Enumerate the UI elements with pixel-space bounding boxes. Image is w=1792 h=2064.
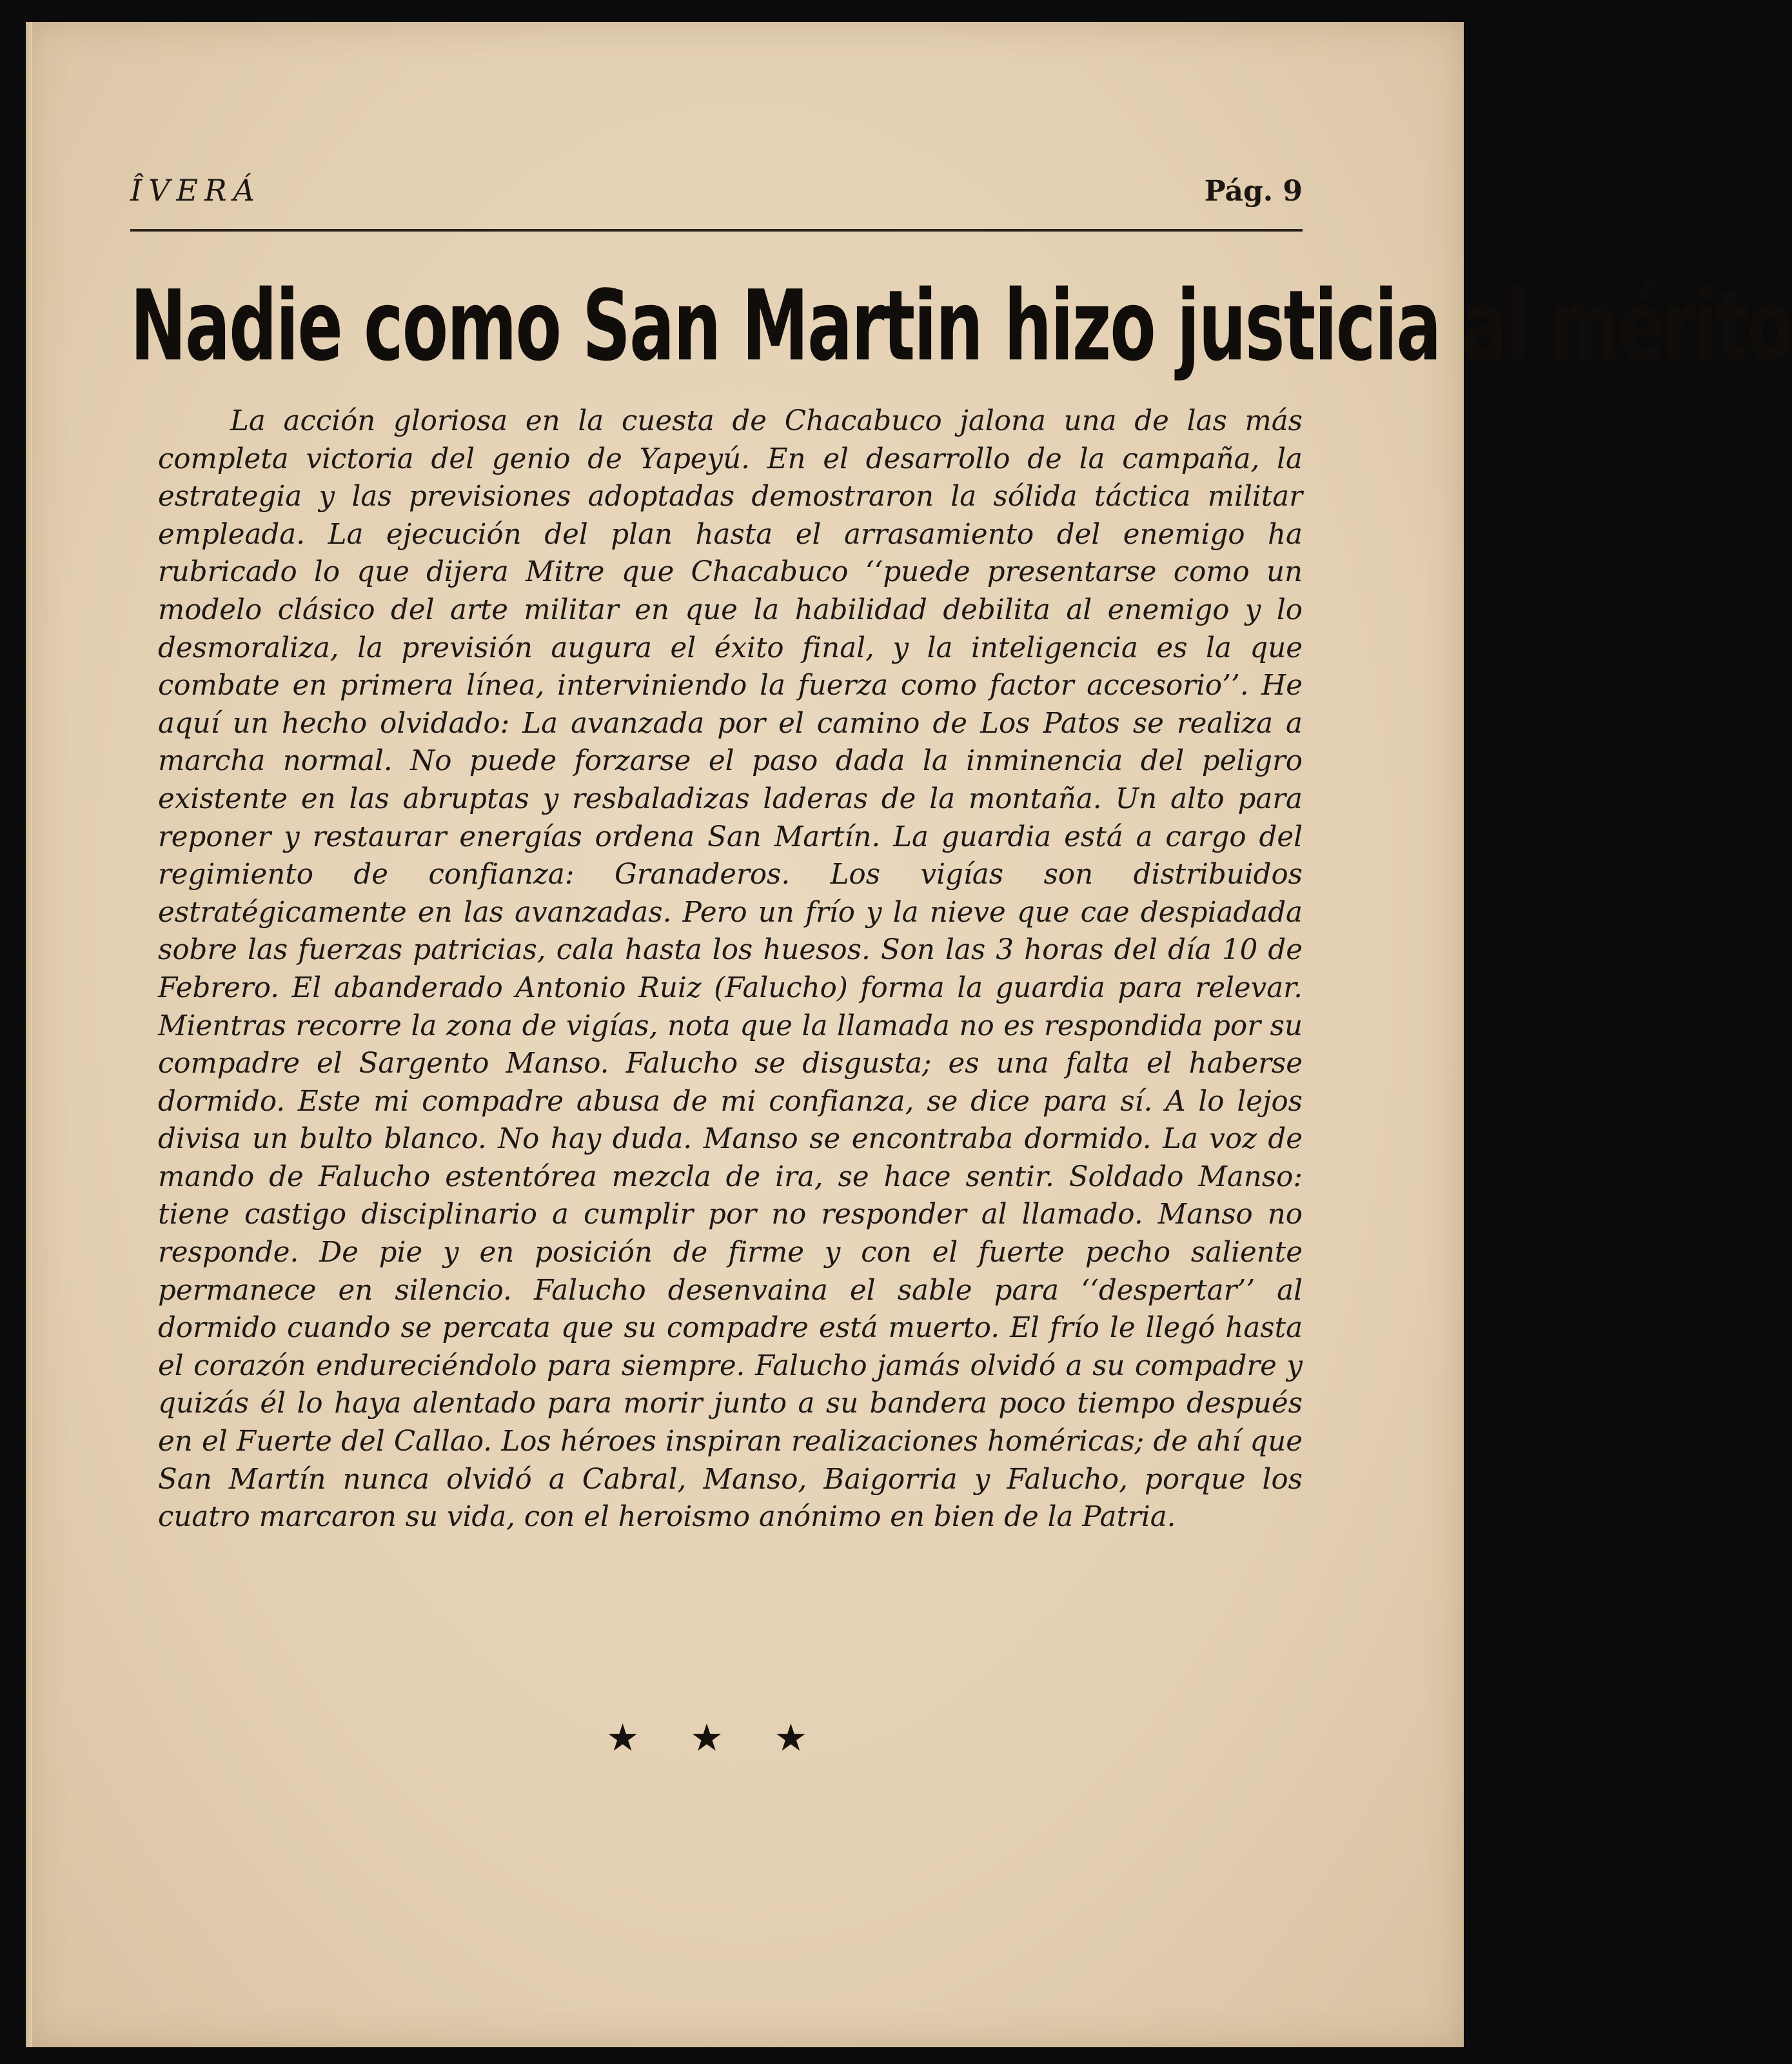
journal-name: ÎVERÁ <box>130 173 261 208</box>
section-ornament: ★ ★ ★ <box>606 1716 827 1760</box>
page-binding-edge <box>26 22 32 2047</box>
article-title: Nadie como San Martin hizo justicia al mérito <box>130 268 1792 383</box>
running-header <box>130 156 1303 214</box>
page-number: Pág. 9 <box>1204 175 1303 208</box>
header-rule <box>130 229 1303 232</box>
article-body: La acción gloriosa en la cuesta de Chacabuco jalona una de las más completa victoria del genio de Yapeyú. En el desarrollo de la campaña, la estrategia y las previsiones adoptadas demostraron la sólida táctica militar empleada. La ejecución del plan hasta el arrasamiento del enemigo ha rubricado lo que dijera Mitre que Chacabuco ‘‘puede presentarse como un modelo clásico del arte militar en que la habilidad debilita al enemigo y lo desmoraliza, la previsión augura el éxito final, y la inteligencia es la que combate en primera línea, interviniendo la fuerza como factor accesorio’’. He aquí un hecho olvidado: La avanzada por el camino de Los Patos se realiza a marcha normal. No puede forzarse el paso dada la inminencia del peligro existente en las abruptas y resbaladizas laderas de la montaña. Un alto para reponer y restaurar energías ordena San Martín. La guardia está a cargo del regimiento de confianza: Granaderos. Los vigías son distribuidos estratégicamente en las avanzadas. Pero un frío y la nieve que cae despiadada sobre las fuerzas patricias, cala hasta los huesos. Son las 3 horas del día 10 de Febrero. El abanderado Antonio Ruiz (Falucho) forma la guardia para relevar. Mientras recorre la zona de vigías, nota que la llamada no es respondida por su compadre el Sargento Manso. Falucho se disgusta; es una falta el haberse dormido. Este mi compadre abusa de mi confianza, se dice para sí. A lo lejos divisa un bulto blanco. No hay duda. Manso se encontraba dormido. La voz de mando de Falucho estentórea mezcla de ira, se hace sentir. Soldado Manso: tiene castigo disciplinario a cumplir por no responder al llamado. Manso no responde. De pie y en posición de firme y con el fuerte pecho saliente permanece en silencio. Falucho desenvaina el sable para ‘‘despertar’’ al dormido cuando se percata que su compadre está muerto. El frío le llegó hasta el corazón endureciéndolo para siempre. Falucho jamás olvidó a su compadre y quizás él lo haya alentado para morir junto a su bandera poco tiempo después en el Fuerte del Callao. Los héroes inspiran realizaciones homéricas; de ahí que San Martín nunca olvidó a Cabral, Manso, Baigorria y Falucho, porque los cuatro marcaron su vida, con el heroismo anónimo en bien de la Patria. <box>158 405 1303 1534</box>
